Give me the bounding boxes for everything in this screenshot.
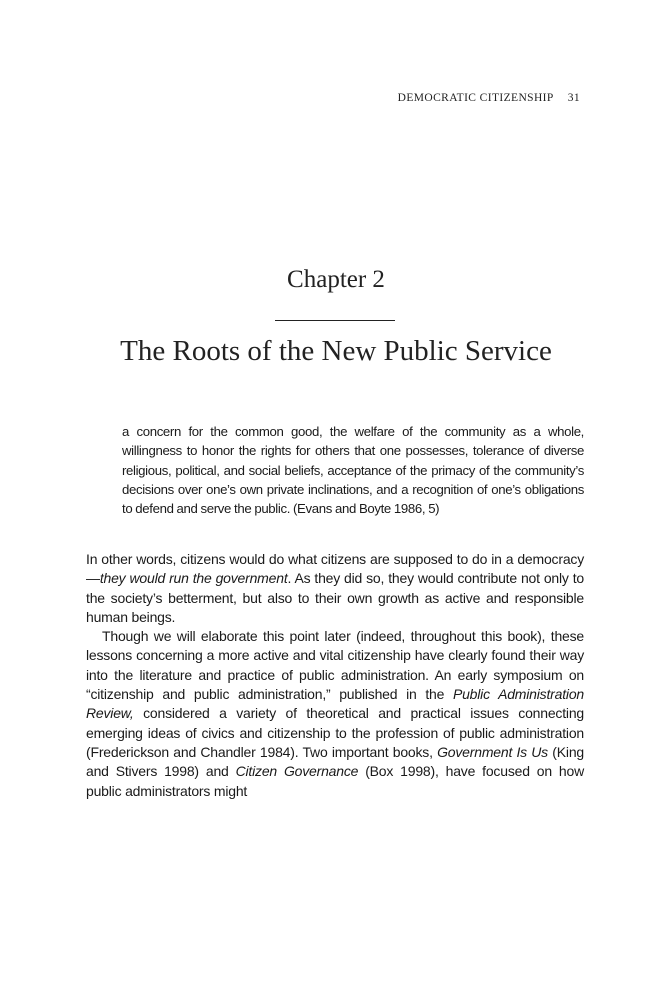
running-header (398, 92, 580, 104)
paragraph-1-text-end: . As they did so, they would contribute not only to the society’s betterment, but also to their own growth as active and responsible human beings. (86, 570, 584, 625)
chapter-number: Chapter 2 (287, 266, 385, 293)
body-text (86, 550, 584, 801)
page-number: 31 (567, 92, 580, 104)
journal-title: Public Administration Review, (86, 686, 584, 722)
paragraph-2-text-a: Though we will elaborate this point later (indeed, throughout this book), these lessons concerning a more active and vital citizenship have clearly found their way into the literature and practice of public administration. An early symposium on “citizenship and public administration,” published in the (86, 628, 584, 703)
chapter-title: The Roots of the New Public Service (120, 335, 552, 367)
paragraph-2-text-b: considered a variety of theoretical and practical issues connecting emerging ideas of civics and citizenship to the profession of public administration (Frederickson and Chandler 1984). Two important books, (86, 705, 584, 760)
running-header-title: DEMOCRATIC CITIZENSHIP (397, 92, 554, 104)
paragraph-1-text: In other words, citizens would do what citizens are supposed to do in a democracy— (86, 551, 584, 587)
chapter-divider (275, 320, 395, 321)
book-title-1: Government Is Us (437, 743, 548, 760)
paragraph-2-text-c: (King and Stivers 1998) and (86, 743, 584, 780)
paragraph-2-text-d: (Box 1998), have focused on how public administrators might (86, 763, 584, 799)
paragraph-2 (86, 627, 584, 801)
paragraph-1 (86, 550, 584, 627)
book-title-2: Citizen Governance (235, 763, 359, 780)
block-quote: a concern for the common good, the welfare of the community as a whole, willingness to honor the rights for others that one possesses, tolerance of diverse religious, political, and social beliefs, acceptance of the primacy of the community’s decisions over one’s own private inclinations, and a recognition of one’s obligations to defend and serve the public. (Evans and Boyte 1986, 5) (122, 424, 584, 517)
paragraph-1-italic: they would run the government (99, 570, 288, 587)
